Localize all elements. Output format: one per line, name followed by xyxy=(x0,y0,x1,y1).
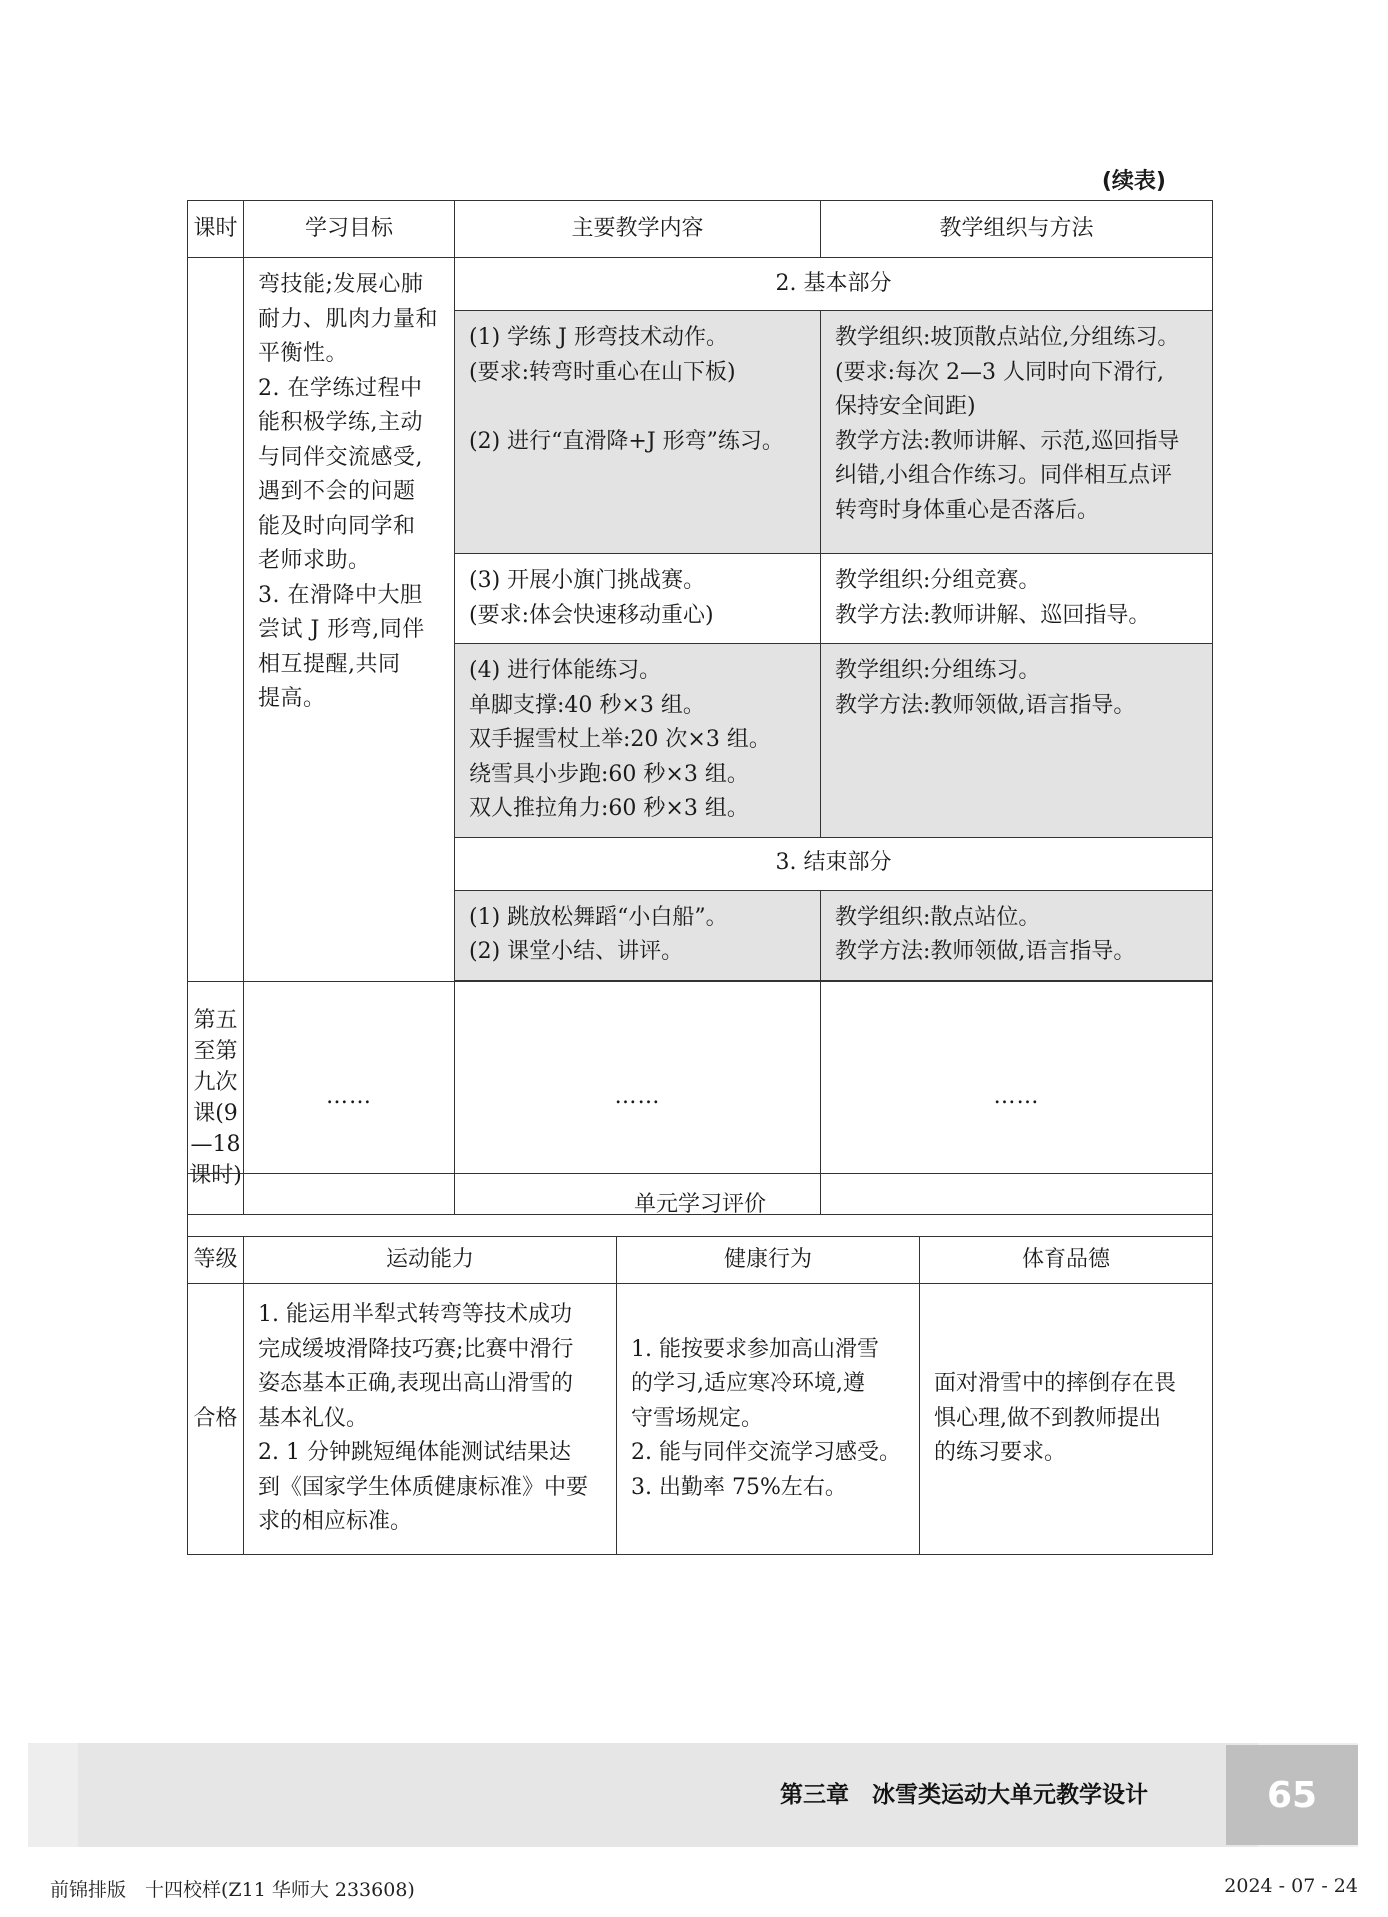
lesson-name-line: 九次 xyxy=(193,1069,238,1095)
goal-line: 2. 在学练过程中 xyxy=(258,375,423,401)
lesson-name-line: 至第 xyxy=(193,1038,238,1064)
goal-line: 尝试 J 形弯,同伴 xyxy=(258,617,425,642)
learning-goals-cell xyxy=(244,258,455,982)
later-goals-ellipsis: …… xyxy=(244,981,455,1214)
content-line: (要求:转弯时重心在山下板) xyxy=(469,359,736,385)
section-end-title: 3. 结束部分 xyxy=(455,837,1213,890)
sport-morality-cell xyxy=(920,1284,1213,1555)
lesson-plan-table xyxy=(187,200,1213,1215)
content-line: (1) 学练 J 形弯技术动作。 xyxy=(469,325,728,350)
motor-line: 完成缓坡滑降技巧赛;比赛中滑行 xyxy=(258,1336,574,1362)
goal-line: 耐力、肌肉力量和 xyxy=(258,306,439,332)
content-line: 双手握雪杖上举:20 次×3 组。 xyxy=(469,727,771,752)
header-morality: 体育品德 xyxy=(920,1237,1213,1284)
method-cell xyxy=(821,311,1213,554)
method-line: 转弯时身体重心是否落后。 xyxy=(835,497,1100,523)
lesson-name-line: 第五 xyxy=(193,1007,238,1033)
evaluation-row xyxy=(188,1284,1213,1555)
evaluation-header-row xyxy=(188,1237,1213,1284)
goal-line: 能及时向同学和 xyxy=(258,513,416,539)
evaluation-table xyxy=(187,1173,1213,1555)
motor-line: 姿态基本正确,表现出高山滑雪的 xyxy=(258,1371,573,1396)
lesson-name-line: 课时) xyxy=(189,1162,242,1188)
header-health: 健康行为 xyxy=(617,1237,920,1284)
header-lesson: 课时 xyxy=(188,201,244,258)
later-content-ellipsis: …… xyxy=(455,981,821,1214)
later-method-ellipsis: …… xyxy=(821,981,1213,1214)
chapter-title: 第三章 冰雪类运动大单元教学设计 xyxy=(780,1782,1148,1808)
goal-line: 遇到不会的问题 xyxy=(258,479,416,504)
method-line: 保持安全间距) xyxy=(835,394,976,419)
motor-ability-cell xyxy=(244,1284,617,1555)
content-line: (要求:体会快速移动重心) xyxy=(469,602,714,628)
footer-bar xyxy=(28,1743,1358,1847)
method-line: 纠错,小组合作练习。同伴相互点评 xyxy=(835,463,1172,488)
goal-line: 提高。 xyxy=(258,686,326,711)
goal-line: 3. 在滑降中大胆 xyxy=(258,582,423,608)
morality-line: 面对滑雪中的摔倒存在畏 xyxy=(934,1371,1177,1396)
continued-label: (续表) xyxy=(1101,169,1166,194)
health-line: 1. 能按要求参加高山滑雪 xyxy=(631,1336,879,1362)
content-cell xyxy=(455,554,821,644)
section-basic-row xyxy=(188,258,1213,311)
print-info-right: 2024 - 07 - 24 xyxy=(1224,1875,1358,1897)
method-line: 教学方法:教师讲解、示范,巡回指导 xyxy=(835,428,1180,454)
motor-line: 求的相应标准。 xyxy=(258,1509,413,1534)
method-cell xyxy=(821,890,1213,980)
goal-line: 平衡性。 xyxy=(258,341,349,366)
header-level: 等级 xyxy=(188,1237,244,1284)
motor-line: 1. 能运用半犁式转弯等技术成功 xyxy=(258,1302,572,1327)
content-line: (2) 课堂小结、讲评。 xyxy=(469,939,684,964)
header-motor: 运动能力 xyxy=(244,1237,617,1284)
morality-line: 的练习要求。 xyxy=(934,1440,1067,1465)
content-line: (2) 进行“直滑降+J 形弯”练习。 xyxy=(469,428,784,454)
method-line: (要求:每次 2—3 人同时向下滑行, xyxy=(835,359,1164,385)
content-line: (1) 跳放松舞蹈“小白船”。 xyxy=(469,904,728,930)
content-line: 单脚支撑:40 秒×3 组。 xyxy=(469,692,705,718)
health-line: 守雪场规定。 xyxy=(631,1405,764,1431)
header-goals: 学习目标 xyxy=(244,201,455,258)
lesson-name-line: —18 xyxy=(190,1131,241,1157)
header-method: 教学组织与方法 xyxy=(821,201,1213,258)
method-cell xyxy=(821,554,1213,644)
motor-line: 基本礼仪。 xyxy=(258,1405,369,1431)
method-line: 教学组织:坡顶散点站位,分组练习。 xyxy=(835,325,1180,350)
section-basic-title: 2. 基本部分 xyxy=(455,258,1213,311)
goal-line: 能积极学练,主动 xyxy=(258,410,423,435)
content-line: 绕雪具小步跑:60 秒×3 组。 xyxy=(469,761,749,787)
content-line: 双人推拉角力:60 秒×3 组。 xyxy=(469,796,749,821)
page-number: 65 xyxy=(1226,1745,1358,1845)
health-behavior-cell xyxy=(617,1284,920,1555)
method-line: 教学方法:教师领做,语言指导。 xyxy=(835,692,1136,718)
content-cell xyxy=(455,311,821,554)
content-line: (4) 进行体能练习。 xyxy=(469,658,662,683)
morality-line: 惧心理,做不到教师提出 xyxy=(934,1405,1161,1431)
goal-line: 相互提醒,共同 xyxy=(258,651,401,677)
method-line: 教学方法:教师领做,语言指导。 xyxy=(835,939,1136,964)
lesson-cell-empty xyxy=(188,258,244,982)
content-cell xyxy=(455,890,821,980)
method-line: 教学组织:散点站位。 xyxy=(835,904,1041,930)
motor-line: 2. 1 分钟跳短绳体能测试结果达 xyxy=(258,1440,571,1465)
content-line: (3) 开展小旗门挑战赛。 xyxy=(469,568,706,593)
health-line: 的学习,适应寒冷环境,遵 xyxy=(631,1371,865,1396)
level-cell: 合格 xyxy=(188,1284,244,1555)
health-line: 2. 能与同伴交流学习感受。 xyxy=(631,1440,901,1465)
content-cell xyxy=(455,644,821,838)
content-line xyxy=(469,390,808,425)
method-line: 教学方法:教师讲解、巡回指导。 xyxy=(835,602,1151,628)
goal-line: 弯技能;发展心肺 xyxy=(258,272,424,297)
evaluation-title-row xyxy=(188,1174,1213,1237)
print-info-left: 前锦排版 十四校样(Z11 华师大 233608) xyxy=(50,1879,415,1901)
header-content: 主要教学内容 xyxy=(455,201,821,258)
method-line: 教学组织:分组竞赛。 xyxy=(835,568,1041,593)
motor-line: 到《国家学生体质健康标准》中要 xyxy=(258,1474,589,1500)
method-line: 教学组织:分组练习。 xyxy=(835,658,1041,683)
method-cell xyxy=(821,644,1213,838)
lesson-name-line: 课(9 xyxy=(193,1100,238,1126)
goal-line: 与同伴交流感受, xyxy=(258,444,423,470)
header-row xyxy=(188,201,1213,258)
evaluation-title: 单元学习评价 xyxy=(188,1174,1213,1237)
health-line: 3. 出勤率 75%左右。 xyxy=(631,1474,847,1500)
goal-line: 老师求助。 xyxy=(258,548,371,573)
